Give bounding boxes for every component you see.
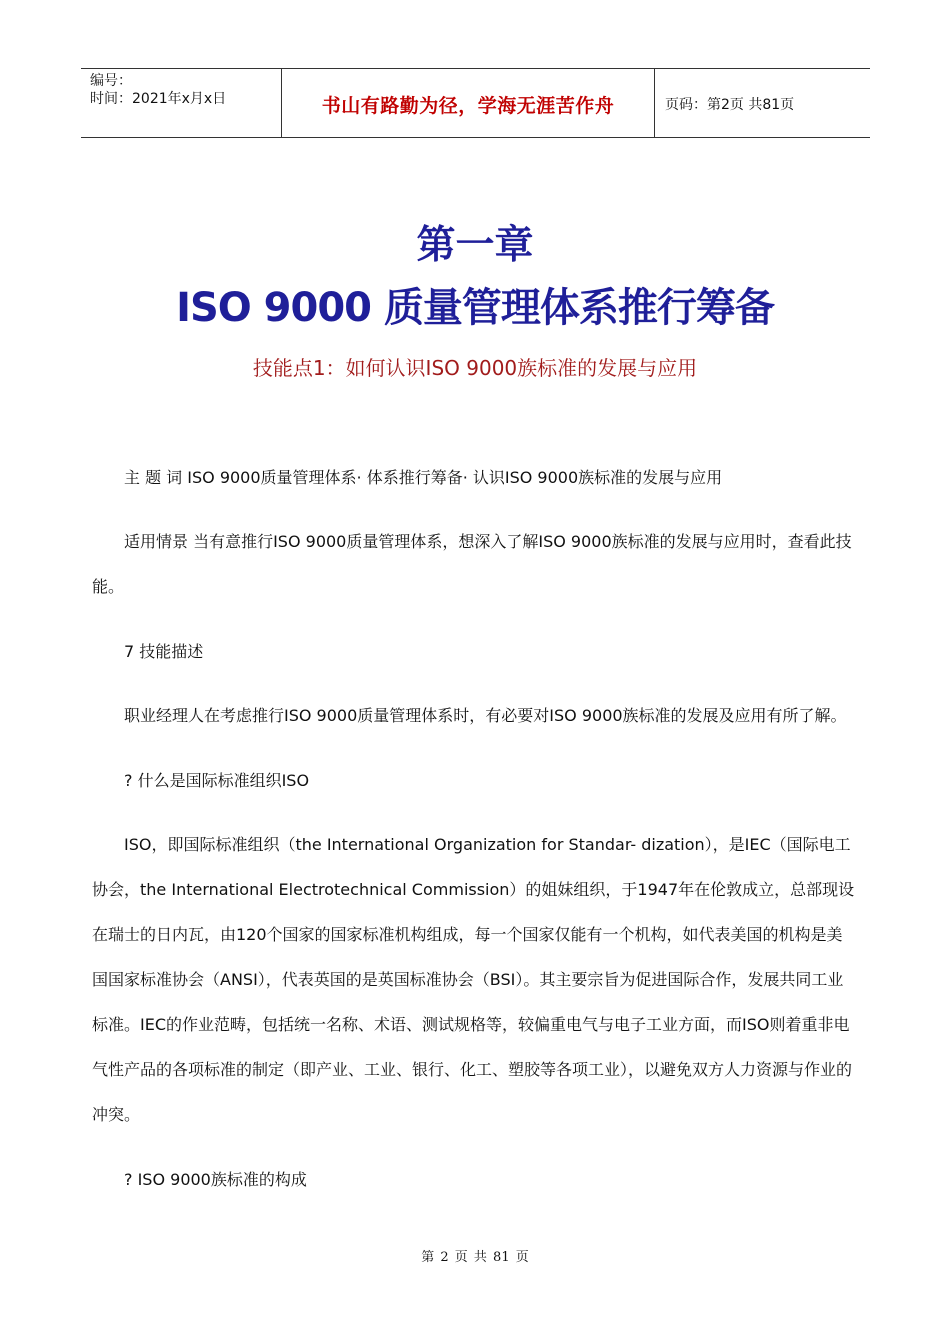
chapter-title: 第一章: [416, 223, 534, 268]
scenario-paragraph: 适用情景 当有意推行ISO 9000质量管理体系，想深入了解ISO 9000族标准的发展与应用时，查看此技能。: [92, 532, 852, 596]
keywords-paragraph: 主 题 词 ISO 9000质量管理体系· 体系推行筹备· 认识ISO 9000族标准的发展与应用: [124, 468, 723, 487]
document-time: 时间：2021年x月x日: [90, 91, 227, 107]
intro-paragraph: 职业经理人在考虑推行ISO 9000质量管理体系时，有必要对ISO 9000族标准的发展及应用有所了解。: [124, 706, 847, 725]
iso-description-paragraph: ISO，即国际标准组织（the International Organization for Standar- dization），是IEC（国际电工协会，the International Electrotechnical Commission）的姐妹组织，于1947年在伦敦成立，总部现设在瑞士的日内瓦，由120个国家的国家标准机构组成，每一个国家仅能有一个机构，如代表美国的机构是美国国家标准协会（ANSI），代表英国的是英国标准协会（BSI）。其主要宗旨为促进国际合作，发展共同工业标准。IEC的作业范畴，包括统一名称、术语、测试规格等，较偏重电气与电子工业方面，而ISO则着重非电气性产品的各项标准的制定（即产业、工业、银行、化工、塑胶等各项工业），以避免双方人力资源与作业的冲突。: [92, 835, 855, 1124]
header-page-info: 页码：第2页 共81页: [665, 97, 795, 113]
document-body: [92, 455, 858, 1221]
page-footer: 第 2 页 共 81 页: [421, 1250, 529, 1265]
header-motto-cell: [281, 69, 655, 137]
header-motto: 书山有路勤为径，学海无涯苦作舟: [321, 95, 615, 117]
document-number: 编号：: [90, 73, 132, 89]
main-title: ISO 9000 质量管理体系推行筹备: [176, 285, 774, 331]
header-meta-cell: [81, 69, 281, 137]
header-page-cell: [655, 69, 870, 137]
section-heading-skill-description: 7 技能描述: [124, 642, 204, 661]
skill-point-title: 技能点1：如何认识ISO 9000族标准的发展与应用: [252, 356, 698, 380]
question-heading-iso: ? 什么是国际标准组织ISO: [124, 771, 310, 790]
question-heading-composition: ? ISO 9000族标准的构成: [124, 1170, 307, 1189]
document-header: [81, 68, 870, 138]
